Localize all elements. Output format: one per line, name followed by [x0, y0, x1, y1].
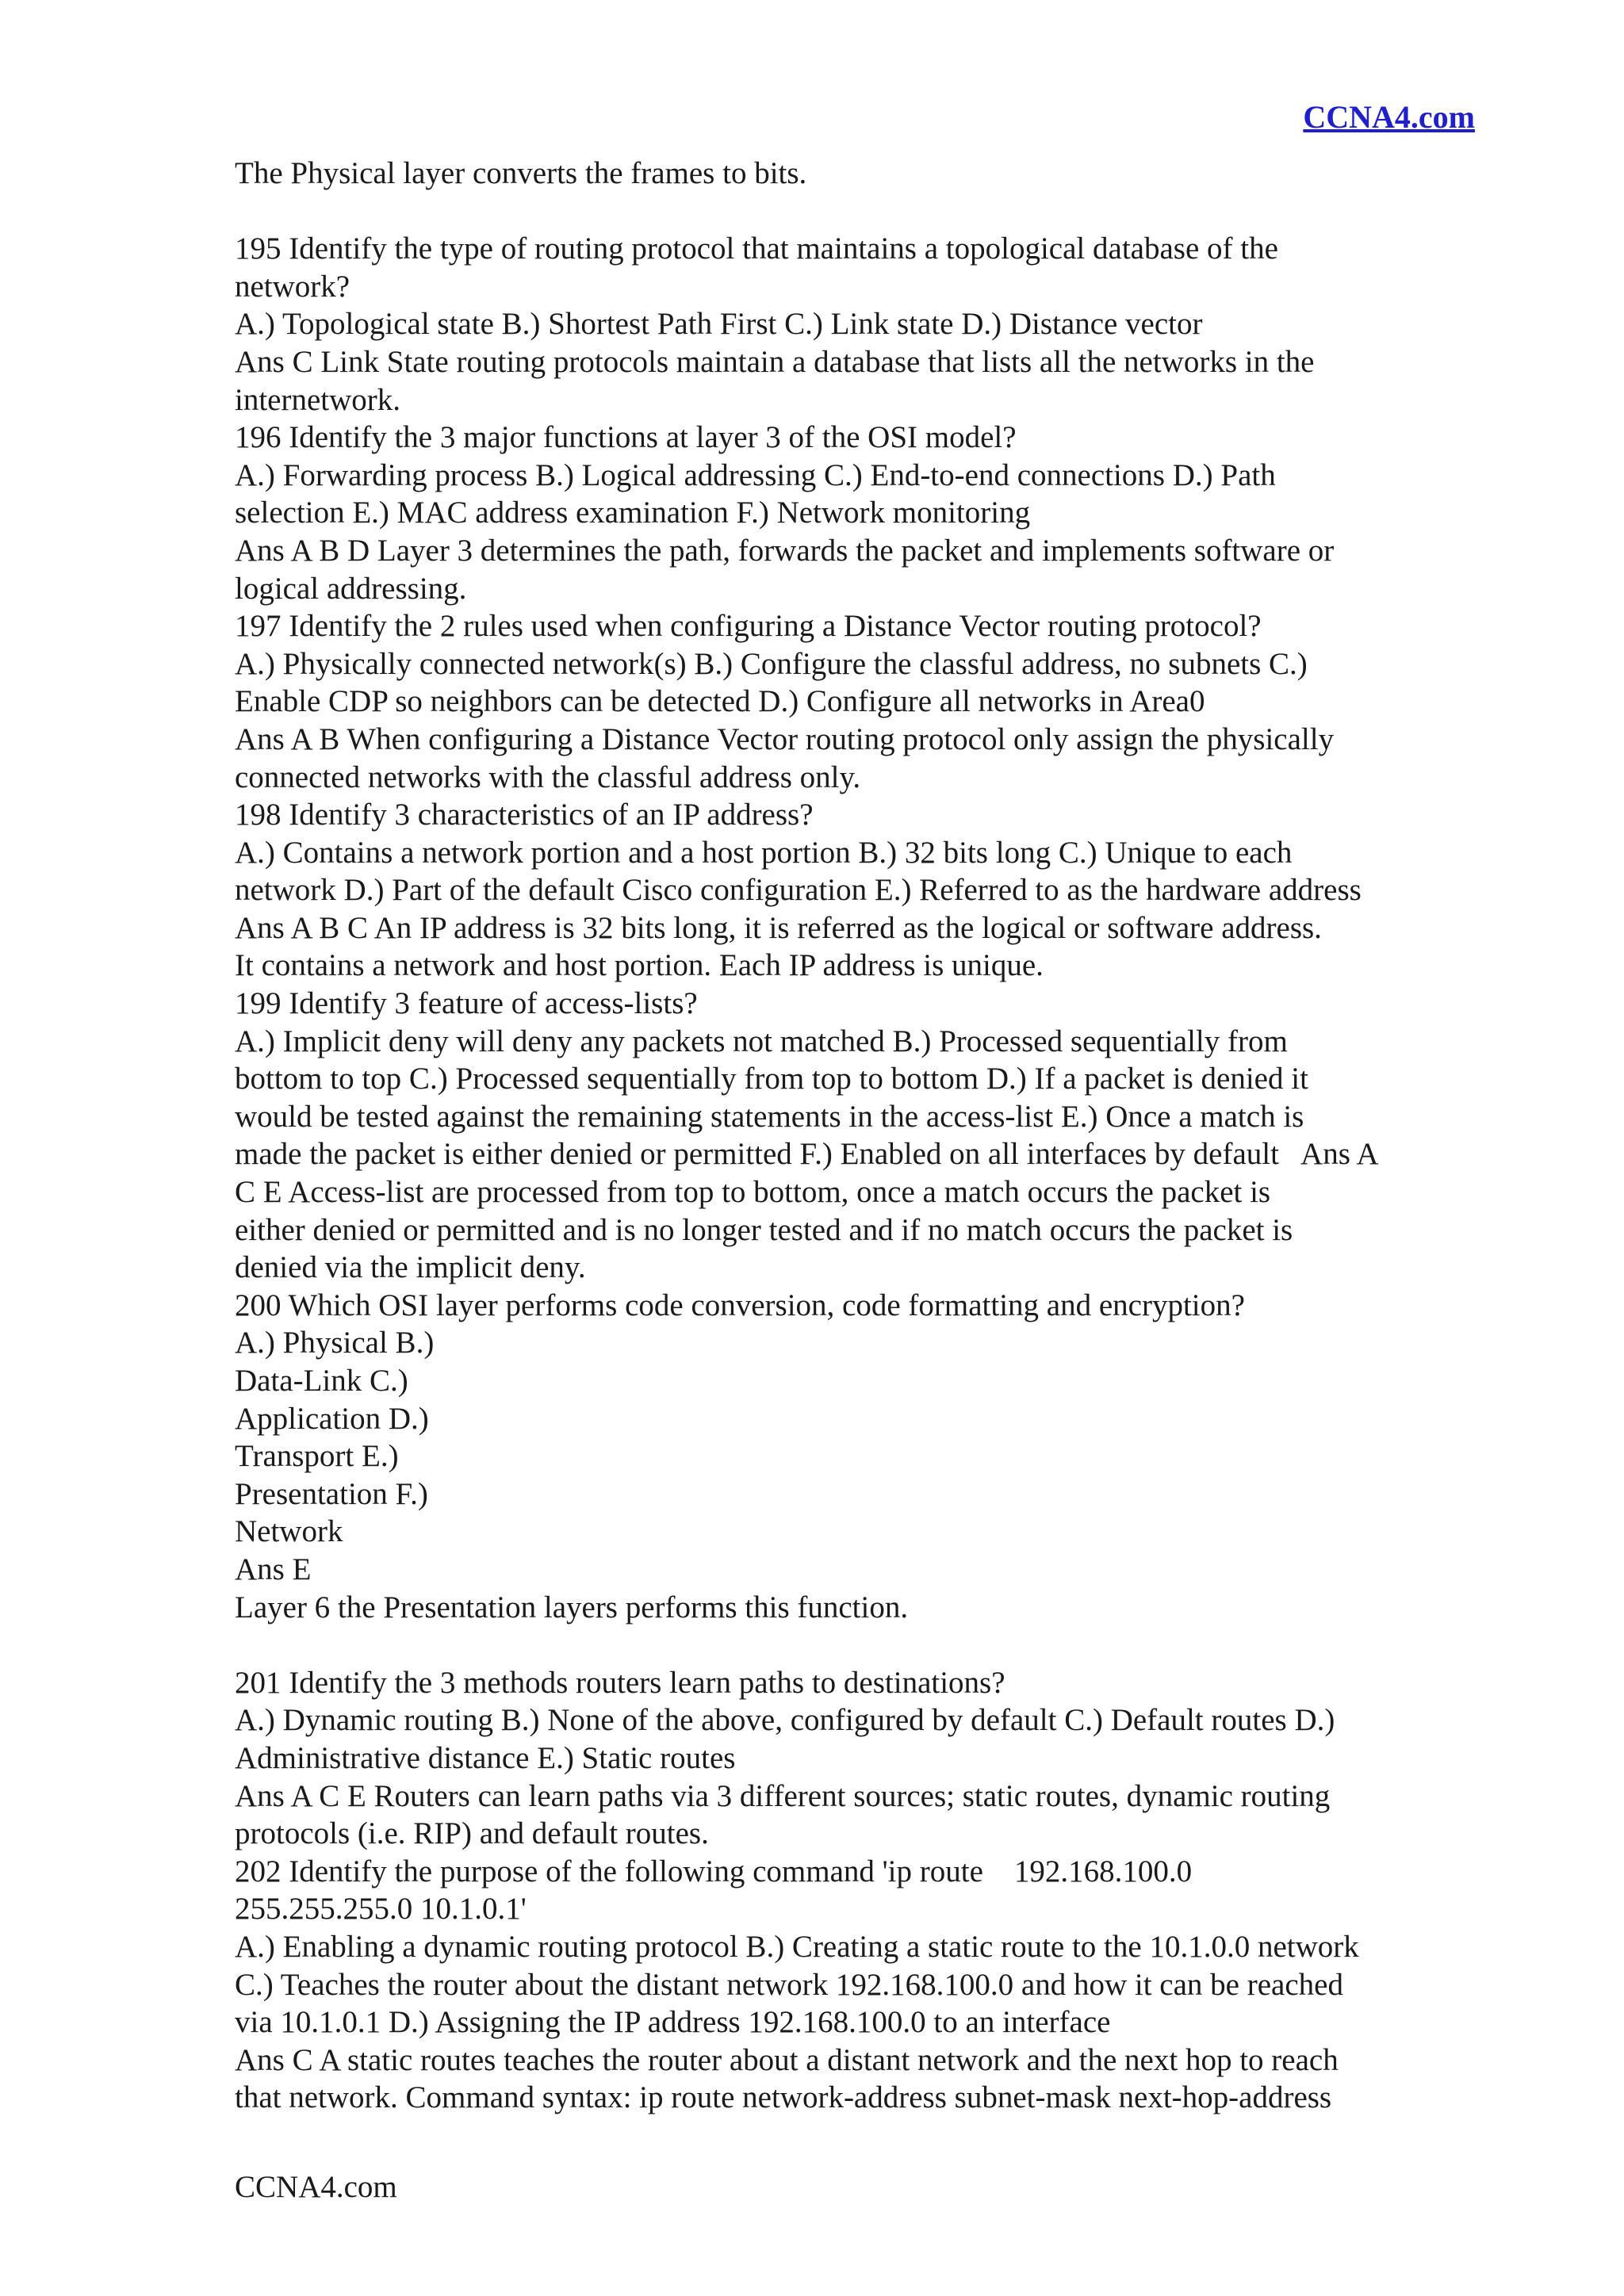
text-line: denied via the implicit deny.: [235, 1250, 586, 1285]
text-line: Application D.): [235, 1401, 429, 1436]
blank-line: [235, 193, 1488, 231]
text-line: Layer 6 the Presentation layers performs this function.: [235, 1590, 909, 1624]
text-line: 255.255.255.0 10.1.0.1': [235, 1892, 527, 1927]
footer-site-text: CCNA4.com: [235, 2170, 397, 2204]
text-line: A.) Physically connected network(s) B.) Configure the classful address, no subnets C.): [235, 646, 1308, 681]
text-line: Ans A C E Routers can learn paths via 3 different sources; static routes, dynamic routing: [235, 1778, 1331, 1813]
text-line: Data-Link C.): [235, 1364, 408, 1398]
header-site-link[interactable]: CCNA4.com: [1303, 99, 1475, 135]
text-line: A.) Physical B.): [235, 1326, 435, 1360]
text-line: Ans C Link State routing protocols maintain a database that lists all the networks in the: [235, 344, 1315, 379]
text-line: 195 Identify the type of routing protocol that maintains a topological database of the: [235, 232, 1278, 266]
blank-line: [235, 1626, 1488, 1664]
text-line: internetwork.: [235, 382, 401, 417]
text-line: bottom to top C.) Processed sequentially from top to bottom D.) If a packet is denied it: [235, 1062, 1308, 1096]
text-line: A.) Implicit deny will deny any packets not matched B.) Processed sequentially from: [235, 1024, 1288, 1058]
text-line: Enable CDP so neighbors can be detected D.) Configure all networks in Area0: [235, 684, 1205, 719]
text-line: It contains a network and host portion. Each IP address is unique.: [235, 948, 1044, 983]
text-line: Ans C A static routes teaches the router about a distant network and the next hop to reach: [235, 2042, 1339, 2077]
text-line: Ans E: [235, 1552, 312, 1586]
text-line: C E Access-list are processed from top to bottom, once a match occurs the packet is: [235, 1175, 1271, 1210]
text-line: Ans A B D Layer 3 determines the path, forwards the packet and implements software or: [235, 533, 1335, 568]
text-line: made the packet is either denied or permitted F.) Enabled on all interfaces by default Ans A: [235, 1137, 1379, 1172]
text-line: protocols (i.e. RIP) and default routes.: [235, 1816, 709, 1851]
text-line: The Physical layer converts the frames to bits.: [235, 156, 807, 190]
text-line: A.) Forwarding process B.) Logical addressing C.) End-to-end connections D.) Path: [235, 457, 1276, 492]
text-line: Ans A B When configuring a Distance Vector routing protocol only assign the physically: [235, 721, 1335, 756]
text-line: A.) Topological state B.) Shortest Path First C.) Link state D.) Distance vector: [235, 307, 1203, 342]
text-line: Transport E.): [235, 1439, 399, 1474]
text-line: selection E.) MAC address examination F.) Network monitoring: [235, 496, 1031, 530]
text-line: 199 Identify 3 feature of access-lists?: [235, 986, 698, 1021]
text-line: either denied or permitted and is no longer tested and if no match occurs the packet is: [235, 1212, 1293, 1247]
text-line: 197 Identify the 2 rules used when configuring a Distance Vector routing protocol?: [235, 609, 1262, 644]
text-line: Presentation F.): [235, 1476, 428, 1511]
text-line: that network. Command syntax: ip route network-address subnet-mask next-hop-address: [235, 2080, 1332, 2115]
text-line: would be tested against the remaining statements in the access-list E.) Once a match is: [235, 1099, 1304, 1134]
text-line: network?: [235, 269, 350, 304]
text-line: A.) Enabling a dynamic routing protocol B.) Creating a static route to the 10.1.0.0 network: [235, 1929, 1359, 1964]
text-line: connected networks with the classful address only.: [235, 760, 861, 794]
text-line: via 10.1.0.1 D.) Assigning the IP address 192.168.100.0 to an interface: [235, 2005, 1111, 2040]
text-line: 202 Identify the purpose of the following command 'ip route 192.168.100.0: [235, 1854, 1193, 1888]
text-line: A.) Dynamic routing B.) None of the above, configured by default C.) Default routes D.): [235, 1703, 1335, 1738]
text-line: logical addressing.: [235, 571, 467, 606]
text-line: 201 Identify the 3 methods routers learn paths to destinations?: [235, 1665, 1005, 1700]
text-line: Administrative distance E.) Static routes: [235, 1740, 736, 1775]
text-line: A.) Contains a network portion and a host portion B.) 32 bits long C.) Unique to each: [235, 835, 1293, 870]
text-line: 198 Identify 3 characteristics of an IP address?: [235, 798, 814, 832]
text-line: Ans A B C An IP address is 32 bits long, it is referred as the logical or software address.: [235, 910, 1322, 945]
text-line: C.) Teaches the router about the distant network 192.168.100.0 and how it can be reached: [235, 1967, 1343, 2002]
text-line: network D.) Part of the default Cisco configuration E.) Referred to as the hardware address: [235, 873, 1362, 908]
text-line: Network: [235, 1514, 343, 1549]
document-body: [235, 155, 1488, 2117]
text-line: 196 Identify the 3 major functions at layer 3 of the OSI model?: [235, 420, 1017, 455]
text-line: 200 Which OSI layer performs code conversion, code formatting and encryption?: [235, 1288, 1245, 1322]
